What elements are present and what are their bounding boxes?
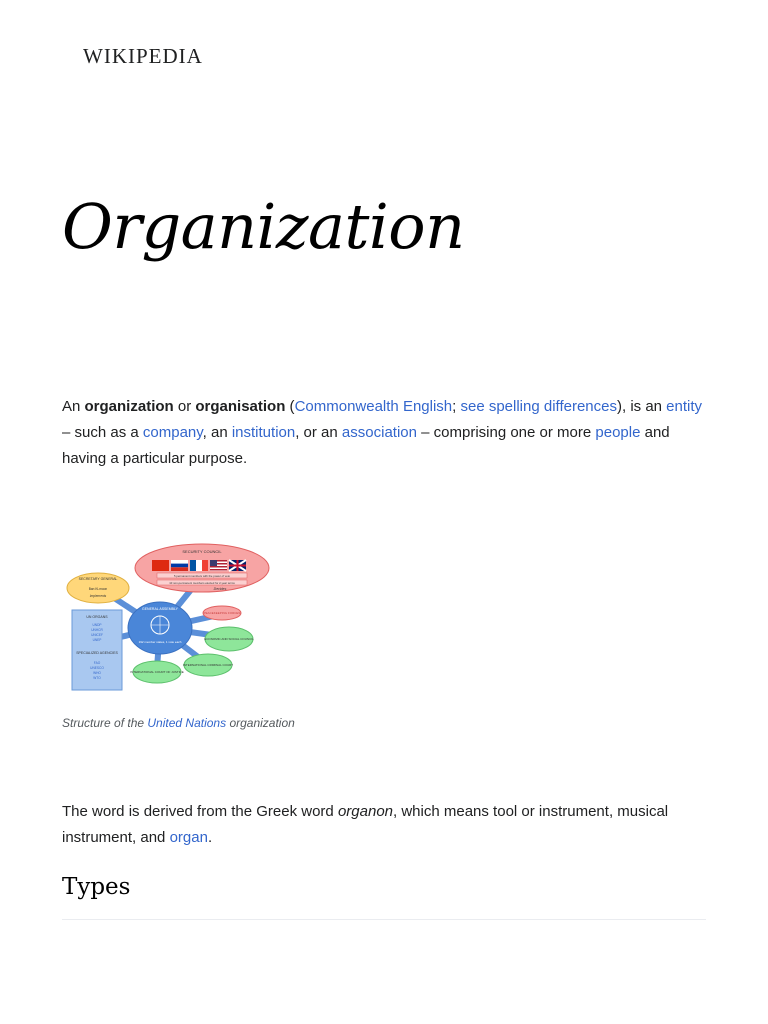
section-heading-types[interactable]: Types [62, 874, 131, 900]
peacekeeping-label: PEACEKEEPING FORCES [203, 611, 241, 615]
intro-text: , an [202, 424, 232, 441]
ecosoc-label: ECONOMIC AND SOCIAL COUNCIL [204, 637, 254, 641]
italic-term: organon [337, 803, 394, 820]
implements-label: Implements [89, 594, 107, 598]
section-divider [62, 919, 706, 920]
caption-text: Structure of the [62, 716, 148, 730]
bold-term: organization [84, 398, 174, 415]
etymology-text: . [207, 829, 213, 846]
secretary-name: Ban Ki-moon [88, 587, 108, 591]
secretary-general-label: SECRETARY GENERAL [78, 577, 118, 581]
un-organs-label: UN ORGANS [86, 615, 108, 619]
icc-label: INTERNATIONAL CRIMINAL COURT [182, 663, 234, 667]
etymology-text: The word is derived from the Greek word [62, 803, 338, 820]
organ-item: UNHCR [91, 628, 103, 632]
agency-item: UNESCO [90, 666, 104, 670]
organ-item: UNEP [92, 638, 102, 642]
intro-text: ; [452, 398, 461, 415]
flags-row [152, 560, 246, 571]
wikipedia-logo[interactable]: WIKIPEDIA [83, 44, 203, 68]
intro-text: , or an [295, 424, 342, 441]
intro-text: – comprising one or more [416, 424, 596, 441]
intro-text: ( [285, 398, 295, 415]
intro-text: – such as a [62, 424, 143, 441]
icj-label: INTERNATIONAL COURT OF JUSTICE [130, 670, 184, 674]
figure-caption [62, 716, 295, 730]
link-institution[interactable]: institution [231, 424, 296, 441]
agency-item: WTO [93, 676, 101, 680]
page-title: Organization [62, 190, 465, 263]
etymology-paragraph [62, 799, 712, 851]
caption-text: organization [226, 716, 295, 730]
non-permanent-members-label: 10 non-permanent members elected for 2-year terms [169, 581, 235, 585]
intro-text: ), is an [616, 398, 667, 415]
security-council-label: SECURITY COUNCIL [182, 549, 222, 554]
link-organ[interactable]: organ [169, 829, 208, 846]
specialized-agencies-label: SPECIALIZED AGENCIES [76, 651, 118, 655]
link-united-nations[interactable]: United Nations [147, 716, 227, 730]
un-structure-figure[interactable] [62, 540, 277, 695]
etymology-text: , which means tool or instrument, musical instrument, and [62, 803, 669, 846]
link-commonwealth-english[interactable]: Commonwealth English [294, 398, 453, 415]
decides-label: Decides [213, 587, 227, 591]
un-structure-diagram [62, 540, 277, 695]
agency-item: FAO [93, 661, 101, 665]
intro-text: or [173, 398, 196, 415]
organ-item: UNICEF [91, 633, 103, 637]
link-spelling-differences[interactable]: see spelling differences [460, 398, 617, 415]
intro-text: and having a particular purpose. [62, 424, 670, 467]
agency-item: WHO [93, 671, 101, 675]
general-assembly-members: 192 member states, 1 vote each [138, 640, 182, 644]
organ-item: UNDP [92, 623, 102, 627]
general-assembly-label: GENERAL ASSEMBLY [142, 607, 178, 611]
intro-paragraph [62, 394, 712, 472]
link-association[interactable]: association [341, 424, 417, 441]
permanent-members-label: 5 permanent members with the power of veto [173, 574, 231, 578]
bold-term: organisation [195, 398, 286, 415]
link-people[interactable]: people [595, 424, 641, 441]
intro-text: An [62, 398, 85, 415]
link-entity[interactable]: entity [666, 398, 703, 415]
link-company[interactable]: company [142, 424, 203, 441]
